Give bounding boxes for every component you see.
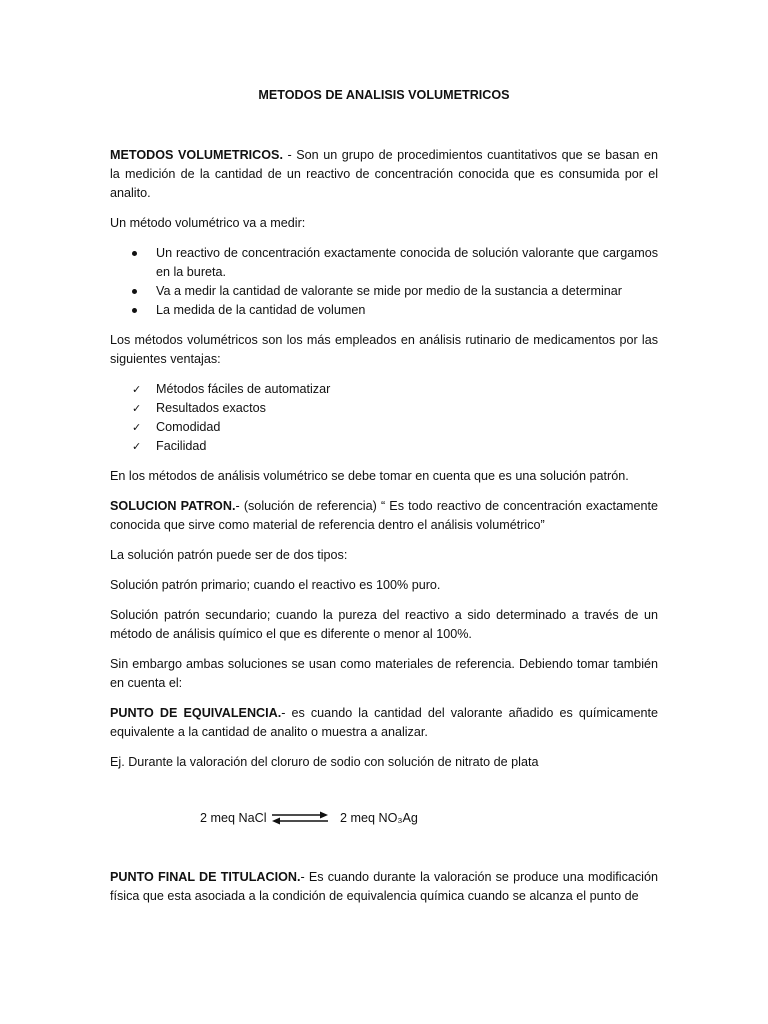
paragraph-ventajas: Los métodos volumétricos son los más empleados en análisis rutinario de medicamentos por las siguientes ventajas: xyxy=(110,333,658,366)
definition-metodos-volumetricos: - Son un grupo de procedimientos cuantitativos que se basan en la medición de la cantidad de un reactivo de concentración conocida que es consumida por el analito. xyxy=(110,148,658,200)
checkmark-icon: ✓ xyxy=(132,402,142,415)
paragraph-metodos-volumetricos xyxy=(110,146,658,203)
definition-punto-equivalencia: - es cuando la cantidad del valorante añadido es químicamente equivalente a la cantidad de analito o muestra a analizar. xyxy=(110,706,658,739)
paragraph-patron-secundario: Solución patrón secundario; cuando la pureza del reactivo a sido determinado a través de un método de análisis químico el que es diferente o menor al 100%. xyxy=(110,608,658,641)
checkmark-item xyxy=(110,418,658,437)
definition-punto-final: - Es cuando durante la valoración se produce una modificación física que esta asociada a la condición de equivalencia química cuando se alcanza el punto de xyxy=(110,870,658,903)
checkmark-item-label: Resultados exactos xyxy=(156,401,266,415)
paragraph-punto-final xyxy=(110,868,658,906)
bullet-item: Un reactivo de concentración exactamente conocida de solución valorante que cargamos en la bureta. xyxy=(110,244,658,282)
paragraph-tipos: La solución patrón puede ser de dos tipos: xyxy=(110,548,348,562)
equation-left: 2 meq NaCl xyxy=(200,811,267,825)
paragraph-solucion-patron xyxy=(110,497,658,535)
bullet-list xyxy=(110,244,658,320)
checkmark-item xyxy=(110,399,658,418)
document-title: METODOS DE ANALISIS VOLUMETRICOS xyxy=(258,88,510,102)
bullet-item: Va a medir la cantidad de valorante se mide por medio de la sustancia a determinar xyxy=(110,282,658,301)
term-punto-final: PUNTO FINAL DE TITULACION. xyxy=(110,870,301,884)
definition-solucion-patron: - (solución de referencia) “ Es todo reactivo de concentración exactamente conocida que sirve como material de referencia dentro el análisis volumétrico” xyxy=(110,499,658,532)
equilibrium-arrows-icon xyxy=(270,811,330,825)
paragraph-patron-primario: Solución patrón primario; cuando el reactivo es 100% puro. xyxy=(110,578,441,592)
checkmark-item-label: Métodos fáciles de automatizar xyxy=(156,382,331,396)
checkmark-icon: ✓ xyxy=(132,440,142,453)
bullet-item: La medida de la cantidad de volumen xyxy=(110,301,658,320)
term-metodos-volumetricos: METODOS VOLUMETRICOS. xyxy=(110,148,283,162)
equation-right: 2 meq NO₃Ag xyxy=(340,811,418,825)
chemical-equation xyxy=(110,809,658,828)
term-punto-equivalencia: PUNTO DE EQUIVALENCIA. xyxy=(110,706,282,720)
paragraph-sin-embargo: Sin embargo ambas soluciones se usan como materiales de referencia. Debiendo tomar también en cuenta el: xyxy=(110,657,658,690)
checkmark-list xyxy=(110,380,658,456)
checkmark-item-label: Facilidad xyxy=(156,439,207,453)
checkmark-icon: ✓ xyxy=(132,421,142,434)
paragraph-ejemplo: Ej. Durante la valoración del cloruro de sodio con solución de nitrato de plata xyxy=(110,755,539,769)
checkmark-item xyxy=(110,380,658,399)
paragraph-solucion-patron-intro: En los métodos de análisis volumétrico se debe tomar en cuenta que es una solución patrón. xyxy=(110,469,629,483)
checkmark-icon: ✓ xyxy=(132,383,142,396)
checkmark-item xyxy=(110,437,658,456)
paragraph-punto-equivalencia xyxy=(110,704,658,742)
checkmark-item-label: Comodidad xyxy=(156,420,221,434)
term-solucion-patron: SOLUCION PATRON. xyxy=(110,499,236,513)
paragraph-intro-list: Un método volumétrico va a medir: xyxy=(110,216,306,230)
